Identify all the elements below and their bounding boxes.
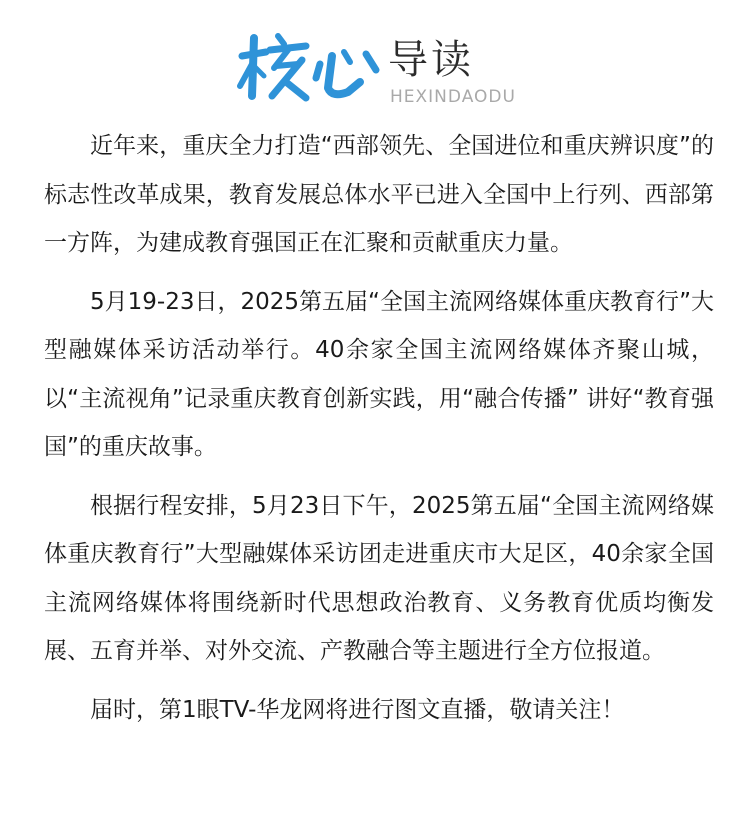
- article-paragraph-3: 根据行程安排，5月23日下午，2025第五届“全国主流网络媒体重庆教育行”大型融媒体采访团走进重庆市大足区，40余家全国主流网络媒体将围绕新时代思想政治教育、义务教育优质均衡发展、五育并举、对外交流、产教融合等主题进行全方位报道。: [44, 492, 714, 664]
- section-header: [0, 30, 750, 110]
- brush-logo-hexin: [236, 30, 386, 106]
- page-title: 导读: [388, 37, 474, 83]
- page-subtitle: HEXINDAODU: [390, 87, 516, 107]
- logo-text: 核心: [236, 30, 238, 31]
- article-body: [44, 122, 714, 744]
- article-paragraph-2: 5月19-23日，2025第五届“全国主流网络媒体重庆教育行”大型融媒体采访活动举行。40余家全国主流网络媒体齐聚山城，以“主流视角”记录重庆教育创新实践，用“融合传播” 讲好“教育强国”的重庆故事。: [44, 288, 714, 460]
- article-paragraph-4: 届时，第1眼TV-华龙网将进行图文直播，敬请关注！: [90, 696, 625, 723]
- article-paragraph-1: 近年来，重庆全力打造“西部领先、全国进位和重庆辨识度”的标志性改革成果，教育发展总体水平已进入全国中上行列、西部第一方阵，为建成教育强国正在汇聚和贡献重庆力量。: [44, 133, 714, 256]
